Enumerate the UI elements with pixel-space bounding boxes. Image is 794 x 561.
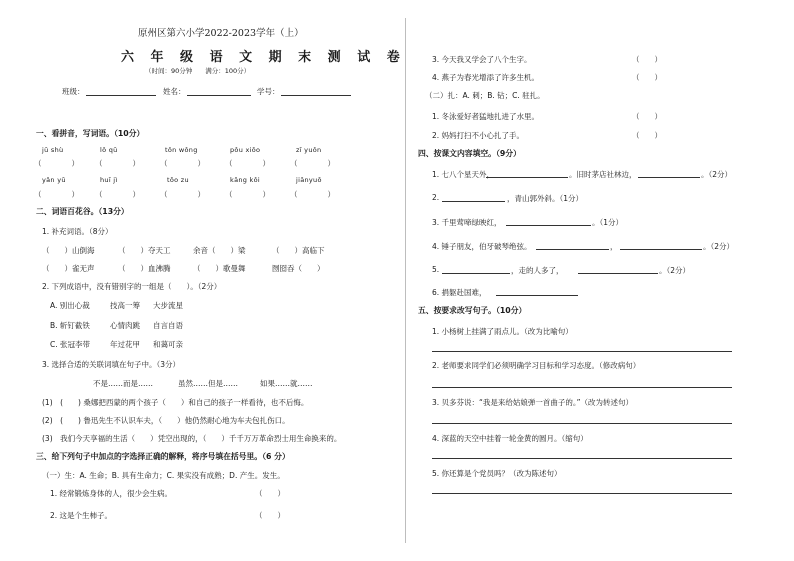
idiom-blank[interactable]: （ ）歌曼舞 xyxy=(193,264,246,273)
id-field[interactable] xyxy=(281,95,351,96)
meaning-item: 1. 冬泳爱好者猛地扎进了水里。 xyxy=(432,112,540,121)
option-b-word: 心情肉跳 xyxy=(110,321,140,330)
conjunction-sentence-2[interactable]: (2) ( ) 鲁迅先生不认识车夫，（ ）他仍然耐心地为车夫包扎伤口。 xyxy=(42,416,290,425)
group-2-definitions: （二）扎：A. 刺；B. 钻；C. 驻扎。 xyxy=(425,91,545,100)
fill-prompt: 3. 千里莺啼绿映红， xyxy=(432,218,502,227)
pinyin-1-5: zī yuǒn xyxy=(296,146,322,154)
conjunction-option: 如果……就…… xyxy=(260,379,313,388)
fill-prompt: 。（1分） xyxy=(592,218,624,227)
answer-box[interactable]: （ ） xyxy=(290,159,335,168)
answer-line[interactable] xyxy=(432,351,732,352)
rewrite-prompt: 1. 小杨树上挂满了雨点儿。（改为比喻句） xyxy=(432,327,573,336)
fill-prompt: 5. xyxy=(432,265,440,274)
fill-prompt: 4. 锤子朋友，伯牙破琴绝弦。 xyxy=(432,242,532,251)
conjunction-option: 虽然……但是…… xyxy=(178,379,238,388)
answer-box[interactable]: （ ） xyxy=(160,190,205,199)
exam-title: 六 年 级 语 文 期 末 测 试 卷 xyxy=(121,50,406,65)
option-c-word: 年过花甲 xyxy=(110,340,140,349)
pinyin-2-5: jiānyuō xyxy=(296,176,322,184)
pinyin-2-4: kāng kǒi xyxy=(230,176,261,184)
pinyin-1-3: tǒn wǒng xyxy=(165,146,198,154)
pinyin-2-1: yǎn yū xyxy=(42,176,66,184)
section-5-title: 五、按要求改写句子。（10分） xyxy=(418,306,527,315)
option-a-word: 大步流星 xyxy=(153,301,183,310)
answer-box[interactable]: （ ） xyxy=(95,190,140,199)
option-a-word: 技高一筹 xyxy=(110,301,140,310)
option-b-word: 自言自语 xyxy=(153,321,183,330)
question-2-2: 2. 下列成语中，没有错别字的一组是（ ）。（2分） xyxy=(42,282,222,291)
meaning-item: 1. 经常锻炼身体的人，很少会生病。 xyxy=(50,489,173,498)
fill-prompt: 。（2分） xyxy=(701,170,733,179)
answer-box[interactable]: （ ） xyxy=(255,489,285,498)
fill-prompt: 。（2分） xyxy=(659,266,691,275)
pinyin-1-1: jū shù xyxy=(42,146,64,154)
fill-line[interactable] xyxy=(536,249,609,250)
pinyin-1-2: lǒ qū xyxy=(100,146,118,154)
question-2-1: 1. 补充词语。（8分） xyxy=(42,227,113,236)
answer-line[interactable] xyxy=(432,493,732,494)
answer-box[interactable]: （ ） xyxy=(160,159,205,168)
answer-box[interactable]: （ ） xyxy=(632,131,662,140)
option-c[interactable]: C. 张冠李带 xyxy=(50,340,91,349)
fill-prompt: 1. 七八个星天外， xyxy=(432,170,495,179)
meaning-item: 2. 这是个生柿子。 xyxy=(50,511,113,520)
option-c-word: 和蔼可亲 xyxy=(153,340,183,349)
option-b[interactable]: B. 斩钉截铁 xyxy=(50,321,90,330)
fill-line[interactable] xyxy=(506,225,591,226)
answer-box[interactable]: （ ） xyxy=(632,73,662,82)
class-label: 班级： xyxy=(62,87,85,96)
section-1-title: 一、看拼音，写词语。（10分） xyxy=(36,129,145,138)
idiom-blank[interactable]: （ ）夺天工 xyxy=(118,246,171,255)
rewrite-prompt: 4. 深蓝的天空中挂着一轮金黄的圆月。（缩句） xyxy=(432,434,588,443)
fill-line[interactable] xyxy=(486,177,568,178)
answer-box[interactable]: （ ） xyxy=(290,190,335,199)
idiom-blank[interactable]: 囫囵吞（ ） xyxy=(272,264,325,273)
answer-line[interactable] xyxy=(432,387,732,388)
pinyin-2-2: huī jì xyxy=(100,176,118,184)
fill-prompt: 。旧时茅店社林边， xyxy=(569,170,637,179)
fill-line[interactable] xyxy=(578,273,658,274)
answer-box[interactable]: （ ） xyxy=(225,159,270,168)
fill-line[interactable] xyxy=(620,249,702,250)
conjunction-option: 不是……而是…… xyxy=(93,379,153,388)
rewrite-prompt: 5. 你还算是个党员吗？（改为陈述句） xyxy=(432,469,562,478)
group-1-definitions: （一）生：A. 生命；B. 具有生命力；C. 果实没有成熟；D. 产生。发生。 xyxy=(42,471,285,480)
answer-box[interactable]: （ ） xyxy=(255,511,285,520)
idiom-blank[interactable]: （ ）高临下 xyxy=(272,246,325,255)
idiom-blank[interactable]: （ ）血沸腾 xyxy=(118,264,171,273)
meaning-item: 2. 妈妈打扫不小心扎了手。 xyxy=(432,131,525,140)
answer-box[interactable]: （ ） xyxy=(225,190,270,199)
fill-prompt: 2. xyxy=(432,193,440,202)
answer-box[interactable]: （ ） xyxy=(95,159,140,168)
id-label: 学号： xyxy=(257,87,280,96)
fill-prompt: ，走的人多了， xyxy=(511,266,564,275)
rewrite-prompt: 2. 老师要求同学们必须明确学习目标和学习态度。（修改病句） xyxy=(432,361,641,370)
conjunction-sentence-3[interactable]: (3) 我们今天享福的生活（ ）凭空出现的，（ ）千千万万革命烈士用生命换来的。 xyxy=(42,434,342,443)
option-a[interactable]: A. 别出心裁 xyxy=(50,301,90,310)
fill-prompt: ，青山郭外斜。（1分） xyxy=(507,194,584,203)
section-2-title: 二、词语百花谷。（13分） xyxy=(36,207,129,216)
section-3-title: 三、给下列句子中加点的字选择正确的解释，将序号填在括号里。（6 分） xyxy=(36,452,290,461)
pinyin-2-3: tōo zu xyxy=(167,176,189,184)
fill-prompt: ， xyxy=(610,242,618,251)
answer-box[interactable]: （ ） xyxy=(34,159,79,168)
class-field[interactable] xyxy=(86,95,156,96)
idiom-blank[interactable]: （ ）雀无声 xyxy=(42,264,95,273)
meaning-item: 4. 燕子为春光增添了许多生机。 xyxy=(432,73,540,82)
exam-meta: （时间：90分钟 满分：100分） xyxy=(145,67,251,75)
fill-prompt: 。（2分） xyxy=(703,242,735,251)
fill-line[interactable] xyxy=(442,273,510,274)
answer-box[interactable]: （ ） xyxy=(632,55,662,64)
school-header: 原州区第六小学2022-2023学年（上） xyxy=(138,28,304,39)
answer-line[interactable] xyxy=(432,458,732,459)
fill-prompt: 6. 捐躯赴国难， xyxy=(432,288,487,297)
answer-box[interactable]: （ ） xyxy=(34,190,79,199)
fill-line[interactable] xyxy=(638,177,700,178)
pinyin-1-4: pǒu xiōo xyxy=(230,146,261,154)
column-divider xyxy=(405,18,406,543)
idiom-blank[interactable]: 余音（ ）梁 xyxy=(193,246,246,255)
rewrite-prompt: 3. 贝多芬说：“我是来给姑娘弹一首曲子的。”（改为转述句） xyxy=(432,398,634,407)
fill-line[interactable] xyxy=(496,295,578,296)
fill-line[interactable] xyxy=(442,201,505,202)
answer-box[interactable]: （ ） xyxy=(632,112,662,121)
name-field[interactable] xyxy=(187,95,251,96)
answer-line[interactable] xyxy=(432,423,732,424)
name-label: 姓名： xyxy=(163,87,186,96)
question-2-3: 3. 选择合适的关联词填在句子中。（3分） xyxy=(42,360,181,369)
idiom-blank[interactable]: （ ）山倒海 xyxy=(42,246,95,255)
conjunction-sentence-1[interactable]: (1) ( ) 桑娜把西蒙的两个孩子（ ）和自己的孩子一样看待，也不后悔。 xyxy=(42,398,309,407)
meaning-item: 3. 今天我又学会了八个生字。 xyxy=(432,55,532,64)
section-4-title: 四、按课文内容填空。（9分） xyxy=(418,149,521,158)
